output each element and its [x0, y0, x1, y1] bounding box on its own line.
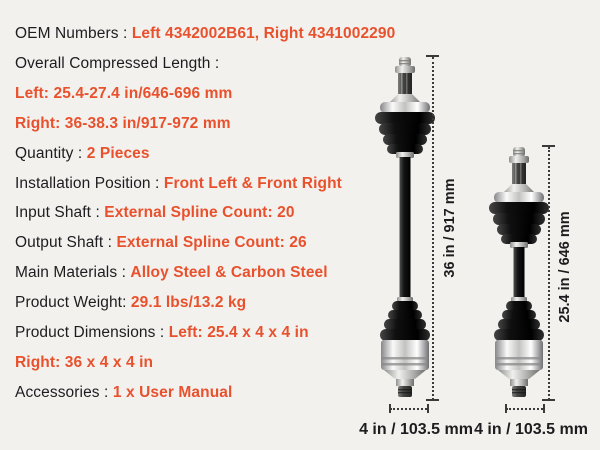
- spec-label: Main Materials :: [15, 264, 131, 282]
- dim-cap-short-width-left: [505, 404, 507, 413]
- spec-value: Left 4342002B61, Right 4341002290: [131, 25, 396, 42]
- spec-label: Product Dimensions :: [15, 324, 169, 342]
- spec-label: OEM Numbers :: [15, 25, 132, 42]
- spec-value: Alloy Steel & Carbon Steel: [130, 264, 328, 282]
- label-short-width: 4 in / 103.5 mm: [474, 421, 588, 438]
- cv-axle-short-illustration: [484, 147, 554, 397]
- spec-label: Output Shaft :: [15, 234, 117, 252]
- spec-value: Left: 25.4 x 4 x 4 in: [168, 324, 309, 342]
- spec-value: External Spline Count: 20: [104, 204, 295, 222]
- dim-line-tall-width: [390, 408, 427, 410]
- dim-line-short-width: [506, 408, 543, 410]
- spec-row-length-left: [15, 79, 600, 109]
- dim-cap-tall-bottom: [426, 399, 439, 401]
- spec-label: Input Shaft :: [15, 204, 105, 222]
- label-short-length: 25.4 in / 646 mm: [557, 211, 573, 323]
- dim-cap-tall-width-left: [389, 404, 391, 413]
- spec-value: 2 Pieces: [86, 144, 150, 162]
- spec-value: 1 x User Manual: [112, 383, 233, 401]
- spec-value: 29.1 lbs/13.2 kg: [130, 294, 247, 312]
- spec-value: Front Left & Front Right: [163, 174, 342, 192]
- dim-line-short-length: [548, 147, 550, 400]
- spec-row-overall-length: [15, 49, 600, 79]
- spec-label: Product Weight:: [15, 294, 131, 312]
- dim-line-tall-length: [432, 57, 434, 400]
- label-tall-width: 4 in / 103.5 mm: [359, 421, 473, 438]
- spec-value: Right: 36 x 4 x 4 in: [15, 353, 154, 371]
- dim-cap-short-top: [542, 145, 555, 147]
- cv-axle-tall-illustration: [370, 57, 440, 397]
- label-tall-length: 36 in / 917 mm: [442, 178, 458, 278]
- dim-cap-short-bottom: [542, 399, 555, 401]
- spec-label: Quantity :: [15, 144, 87, 162]
- spec-label: Accessories :: [15, 383, 113, 401]
- dim-cap-tall-top: [426, 55, 439, 57]
- spec-label: Installation Position :: [15, 174, 164, 192]
- spec-value: Left: 25.4-27.4 in/646-696 mm: [15, 84, 233, 102]
- dim-cap-tall-width-right: [427, 404, 429, 413]
- spec-value: External Spline Count: 26: [116, 234, 307, 252]
- spec-row-oem-numbers: [15, 19, 600, 49]
- dim-cap-short-width-right: [543, 404, 545, 413]
- spec-row-length-right: [15, 109, 600, 139]
- spec-label: Overall Compressed Length :: [15, 54, 220, 72]
- spec-value: Right: 36-38.3 in/917-972 mm: [15, 114, 231, 132]
